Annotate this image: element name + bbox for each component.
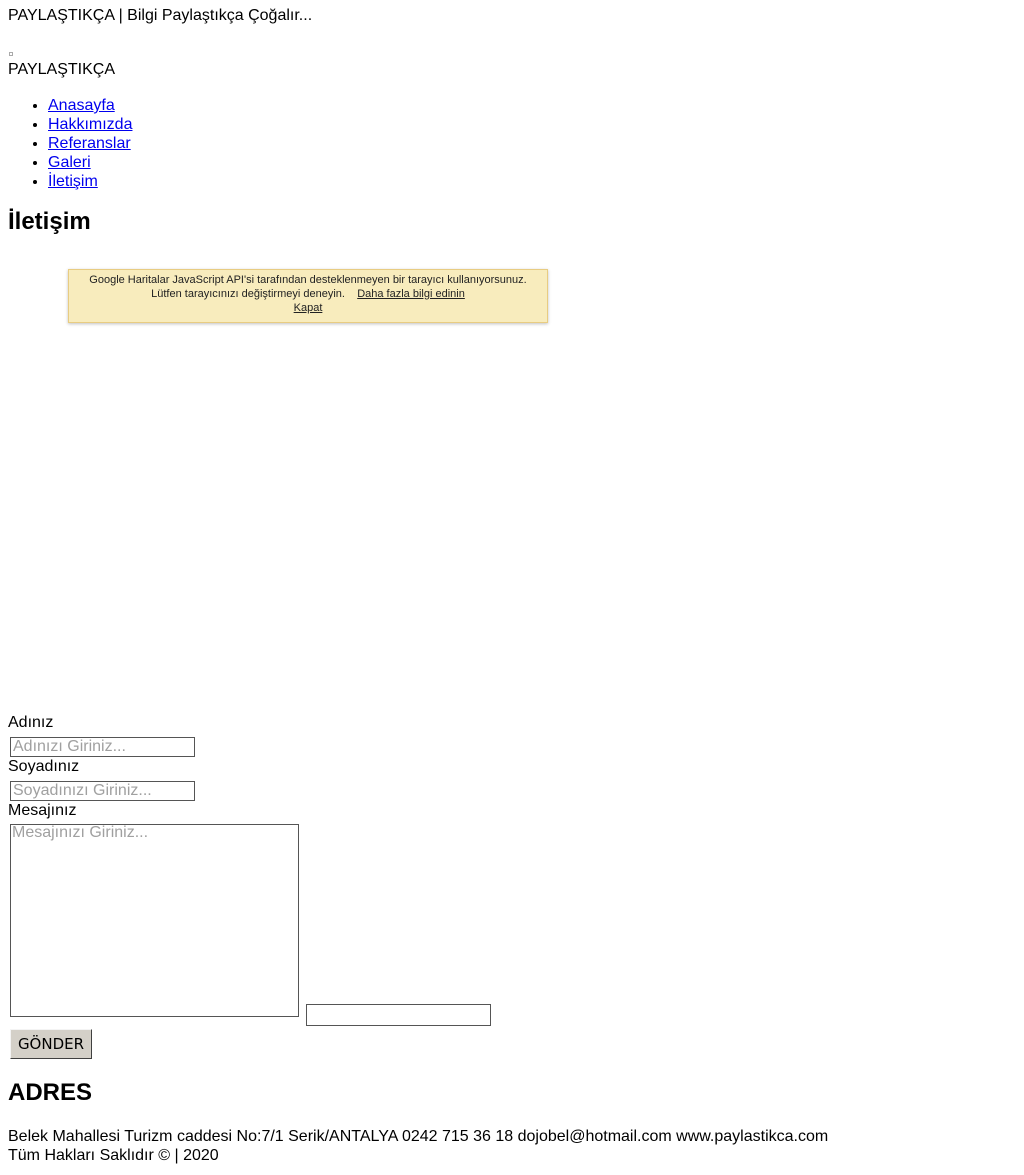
learn-more-link[interactable]: Daha fazla bilgi edinin: [357, 288, 465, 300]
main-navigation: [8, 96, 132, 191]
nav-link-references[interactable]: Referanslar: [48, 135, 131, 152]
logo-text: PAYLAŞTIKÇA: [8, 61, 115, 78]
message-textarea[interactable]: [10, 824, 299, 1017]
close-notice-link[interactable]: Kapat: [293, 302, 323, 314]
copyright: Tüm Hakları Saklıdır © | 2020: [8, 1147, 219, 1164]
extra-input[interactable]: [306, 1004, 491, 1026]
nav-link-contact[interactable]: İletişim: [48, 173, 98, 190]
submit-button[interactable]: GÖNDER: [10, 1029, 92, 1059]
nav-link-home[interactable]: Anasayfa: [48, 97, 115, 114]
nav-item-home: [48, 96, 132, 115]
nav-item-gallery: [48, 153, 132, 172]
address-title: ADRES: [8, 1079, 93, 1106]
name-label: Adınız: [8, 714, 54, 731]
nav-link-about[interactable]: Hakkımızda: [48, 116, 133, 133]
notice-text: Google Haritalar JavaScript API'si tarafından desteklenmeyen bir tarayıcı kullanıyorsunuz. Lütfen tarayıcınızı değiştirmeyi deneyin.: [89, 274, 527, 300]
surname-input[interactable]: [10, 781, 195, 801]
surname-label: Soyadınız: [8, 758, 80, 775]
map-container[interactable]: [8, 258, 608, 708]
broken-image-icon: [9, 52, 13, 56]
site-title: PAYLAŞTIKÇA | Bilgi Paylaştıkça Çoğalır...: [8, 7, 313, 24]
page-title: İletişim: [8, 208, 91, 235]
nav-item-about: [48, 115, 132, 134]
message-label: Mesajınız: [8, 802, 77, 819]
nav-item-contact: [48, 172, 132, 191]
address-line: Belek Mahallesi Turizm caddesi No:7/1 Serik/ANTALYA 0242 715 36 18 dojobel@hotmail.com www.paylastikca.com: [8, 1128, 829, 1145]
unsupported-browser-notice: [68, 269, 548, 323]
nav-link-gallery[interactable]: Galeri: [48, 154, 91, 171]
name-input[interactable]: [10, 737, 195, 757]
nav-item-references: [48, 134, 132, 153]
